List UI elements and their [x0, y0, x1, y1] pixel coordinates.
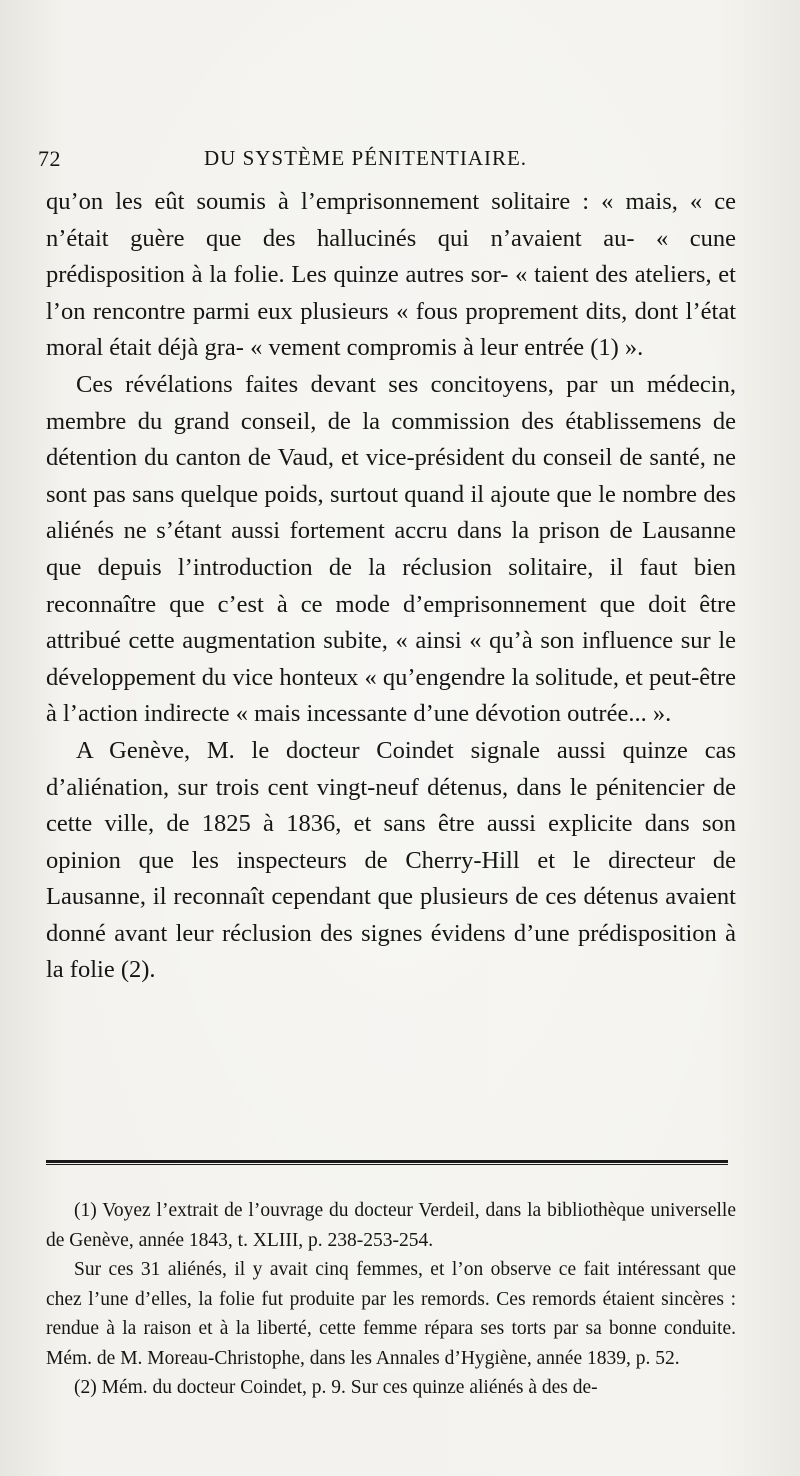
paragraph-geneve: A Genève, M. le docteur Coindet signale aussi quinze cas d’aliénation, sur trois cent vingt-neuf détenus, dans le pénitencier de cette ville, de 1825 à 1836, et sans être aussi explicite dans son opinion que les inspecteurs de Cherry-Hill et le directeur de Lausanne, il reconnaît cependant que plusieurs de ces détenus avaient donné avant leur réclusion des signes évidens d’une prédisposition à la folie (2).	[46, 736, 736, 984]
page-number: 72	[38, 146, 61, 171]
running-title: DU SYSTÈME PÉNITENTIAIRE.	[204, 146, 528, 170]
page-header	[38, 142, 738, 178]
footnote-1-continuation: Sur ces 31 aliénés, il y avait cinq femmes, et l’on observe ce fait intéressant que chez l’une d’elles, la folie fut produite par les remords. Ces remords étaient sincères : rendue à la raison et à la liberté, cette femme répara ses torts par sa bonne conduite. Mém. de M. Moreau-Christophe, dans les Annales d’Hygiène, année 1839, p. 52.	[46, 1259, 736, 1369]
footnote-1: (1) Voyez l’extrait de l’ouvrage du docteur Verdeil, dans la bibliothèque universelle de Genève, année 1843, t. XLIII, p. 238-253-254.	[46, 1200, 736, 1251]
footnote-2: (2) Mém. du docteur Coindet, p. 9. Sur ces quinze aliénés à des de-	[74, 1377, 598, 1398]
footnotes	[46, 1196, 736, 1403]
footnote-separator-rule	[46, 1160, 728, 1165]
main-text	[46, 184, 736, 989]
paragraph-continuation: qu’on les eût soumis à l’emprisonnement solitaire : « mais, « ce n’était guère que des hallucinés qui n’avaient au- « cune prédisposition à la folie. Les quinze autres sor- « taient des ateliers, et l’on rencontre parmi eux plusieurs « fous proprement dits, dont l’état moral était déjà gra- « vement compromis à leur entrée (1) ».	[46, 188, 736, 362]
paragraph-lausanne: Ces révélations faites devant ses concitoyens, par un médecin, membre du grand conseil, de la commission des établissemens de détention du canton de Vaud, et vice-président du conseil de santé, ne sont pas sans quelque poids, surtout quand il ajoute que le nombre des aliénés ne s’étant aussi fortement accru dans la prison de Lausanne que depuis l’introduction de la réclusion solitaire, il faut bien reconnaître que c’est à ce mode d’emprisonnement que doit être attribué cette augmentation subite, « ainsi « qu’à son influence sur le développement du vice honteux « qu’engendre la solitude, et peut-être à l’action indirecte « mais incessante d’une dévotion outrée... ».	[46, 370, 736, 728]
